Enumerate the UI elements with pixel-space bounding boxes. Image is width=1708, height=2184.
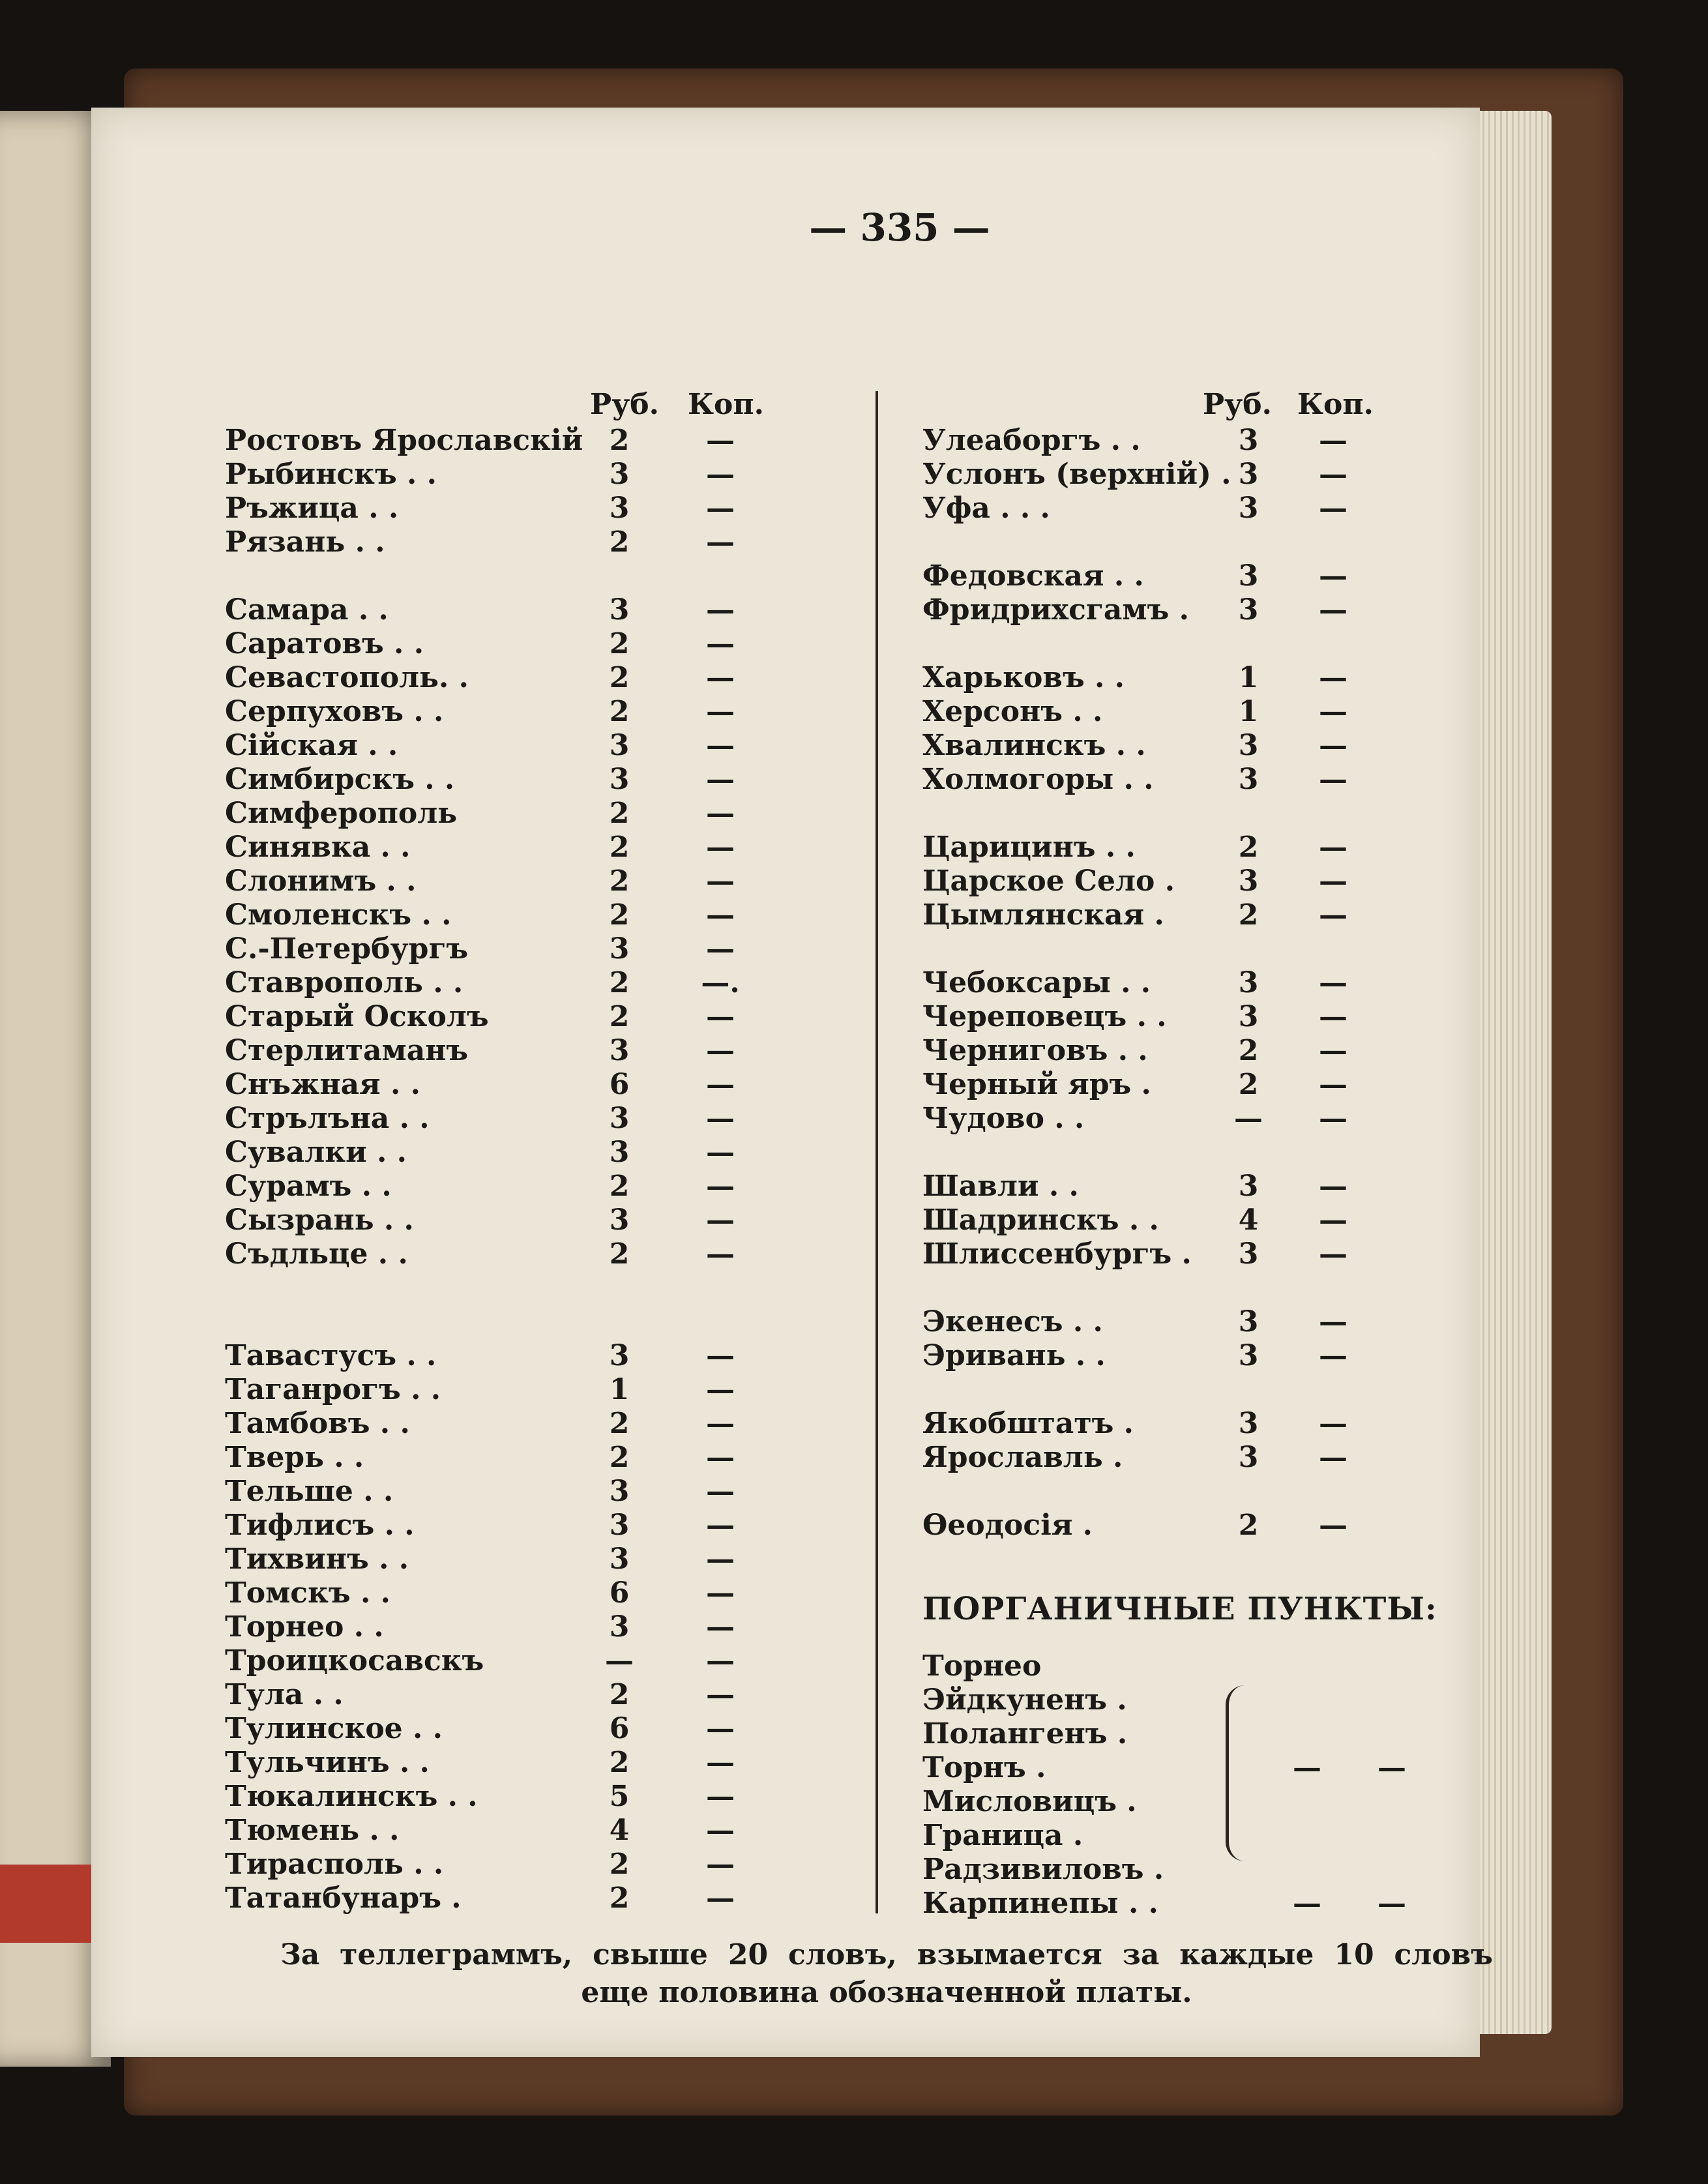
place-name: Татанбунаръ . xyxy=(225,1881,462,1915)
rub-value: 2 xyxy=(609,831,630,864)
rub-value: 2 xyxy=(609,1170,630,1203)
place-name: Граница . xyxy=(922,1819,1083,1852)
place-name: Шавли . . xyxy=(922,1170,1079,1203)
kop-value: — xyxy=(1319,1034,1347,1067)
place-name: Шлиссенбургъ . xyxy=(922,1237,1192,1271)
rub-value: 3 xyxy=(609,932,630,966)
place-name: Ръжица . . xyxy=(225,492,399,525)
place-name: Томскъ . . xyxy=(225,1576,390,1610)
place-name: Тула . . xyxy=(225,1678,344,1711)
place-name: Рязань . . xyxy=(225,525,385,559)
place-name: Царицинъ . . xyxy=(922,831,1136,864)
right-header-kop: Коп. xyxy=(1297,388,1374,421)
rub-value: 2 xyxy=(609,797,630,830)
page-number: — 335 — xyxy=(809,205,990,250)
place-name: Симбирскъ . . xyxy=(225,763,455,796)
place-name: Севастополь. . xyxy=(225,661,469,694)
place-name: Сувалки . . xyxy=(225,1136,407,1169)
rub-value: 1 xyxy=(609,1373,630,1406)
kop-value: — xyxy=(706,1780,735,1813)
footer-line-2: еще половина обозначенной платы. xyxy=(581,1976,1192,2009)
rub-value: 3 xyxy=(609,763,630,796)
kop-value: — xyxy=(706,864,735,898)
place-name: Уфа . . . xyxy=(922,492,1050,525)
grouping-brace xyxy=(1226,1685,1247,1861)
footer-note xyxy=(280,1936,1493,2012)
rub-value: 6 xyxy=(609,1576,630,1610)
rub-value: 6 xyxy=(609,1068,630,1101)
place-name: Тамбовъ . . xyxy=(225,1407,410,1440)
kop-value: — xyxy=(1319,966,1347,999)
kop-value: — xyxy=(1319,661,1347,694)
place-name: Радзивиловъ . xyxy=(922,1853,1164,1886)
kop-value: — xyxy=(706,1678,735,1711)
rub-value: 3 xyxy=(1238,1441,1259,1474)
kop-value: — xyxy=(706,695,735,728)
place-name: Харьковъ . . xyxy=(922,661,1125,694)
kop-value: — xyxy=(1319,1237,1347,1271)
kop-value: — xyxy=(706,1610,735,1644)
place-name: Рыбинскъ . . xyxy=(225,458,437,491)
footer-line-1: За теллеграммъ, свыше 20 словъ, взымается за каждые 10 словъ xyxy=(280,1938,1493,1971)
place-name: Сурамъ . . xyxy=(225,1170,392,1203)
left-header-kop: Коп. xyxy=(688,388,764,421)
rub-value: 3 xyxy=(1238,424,1259,457)
place-name: Тулинское . . xyxy=(225,1712,443,1745)
place-name: Херсонъ . . xyxy=(922,695,1103,728)
kop-value: — xyxy=(706,1373,735,1406)
rub-value: 3 xyxy=(609,1102,630,1135)
kop-value: — xyxy=(706,898,735,932)
kop-value: — xyxy=(706,1068,735,1101)
rub-value: 2 xyxy=(609,864,630,898)
kop-value: — xyxy=(706,1237,735,1271)
place-name: Ярославль . xyxy=(922,1441,1123,1474)
kop-value: —. xyxy=(701,966,740,999)
kop-value: — xyxy=(706,1136,735,1169)
place-name: Стрълъна . . xyxy=(225,1102,430,1135)
kop-value: — xyxy=(706,1170,735,1203)
place-name: Мисловицъ . xyxy=(922,1785,1137,1818)
rub-value: 1 xyxy=(1238,661,1259,694)
kop-value: — xyxy=(706,593,735,627)
place-name: Ставрополь . . xyxy=(225,966,464,999)
kop-value: — xyxy=(1319,559,1347,593)
kop-value: — xyxy=(706,627,735,660)
rub-value: 2 xyxy=(609,1678,630,1711)
place-name: Саратовъ . . xyxy=(225,627,424,660)
place-name: С.-Петербургъ xyxy=(225,932,469,966)
kop-value: — xyxy=(706,1542,735,1576)
kop-value: — xyxy=(1319,424,1347,457)
rub-value: 4 xyxy=(1238,1203,1259,1237)
place-name: Таганрогъ . . xyxy=(225,1373,441,1406)
place-name: Сызрань . . xyxy=(225,1203,414,1237)
place-name: Чебоксары . . xyxy=(922,966,1151,999)
rub-value: 3 xyxy=(609,1136,630,1169)
place-name: Фридрихсгамъ . xyxy=(922,593,1189,627)
rub-value: 3 xyxy=(1238,729,1259,762)
book-page xyxy=(91,108,1493,2057)
kop-value: — xyxy=(1319,1509,1347,1542)
rub-value: 3 xyxy=(1238,864,1259,898)
place-name: Тульчинъ . . xyxy=(225,1746,430,1779)
place-name: Услонъ (верхній) . xyxy=(922,458,1231,491)
kop-value: — xyxy=(1377,1887,1406,1920)
rub-value: 3 xyxy=(609,1203,630,1237)
place-name: Тельше . . xyxy=(225,1475,394,1508)
rub-value: 3 xyxy=(1238,763,1259,796)
place-name: Хвалинскъ . . xyxy=(922,729,1146,762)
kop-value: — xyxy=(706,1000,735,1033)
place-name: Холмогоры . . xyxy=(922,763,1154,796)
place-name: Сійская . . xyxy=(225,729,398,762)
rub-value: 2 xyxy=(609,525,630,559)
place-name: Экенесъ . . xyxy=(922,1305,1103,1338)
rub-value: 5 xyxy=(609,1780,630,1813)
rub-value: 3 xyxy=(609,593,630,627)
kop-value: — xyxy=(1319,1102,1347,1135)
rub-value: 2 xyxy=(1238,831,1259,864)
place-name: Цымлянская . xyxy=(922,898,1164,932)
kop-value: — xyxy=(1319,763,1347,796)
rub-value: 2 xyxy=(609,1237,630,1271)
rub-value: 2 xyxy=(609,1881,630,1915)
rub-value: 2 xyxy=(1238,1034,1259,1067)
kop-value: — xyxy=(1319,1203,1347,1237)
rub-value: 2 xyxy=(609,695,630,728)
kop-value: — xyxy=(706,1407,735,1440)
kop-value: — xyxy=(1319,1441,1347,1474)
kop-value: — xyxy=(706,1881,735,1915)
kop-value: — xyxy=(1319,1170,1347,1203)
place-name: Торнео . . xyxy=(225,1610,384,1644)
kop-value: — xyxy=(706,492,735,525)
rub-value: — xyxy=(1293,1887,1321,1920)
kop-value: — xyxy=(1319,593,1347,627)
rub-value: 3 xyxy=(609,1610,630,1644)
place-name: Симферополь xyxy=(225,797,458,830)
rub-value: 3 xyxy=(1238,1170,1259,1203)
place-name: Эривань . . xyxy=(922,1339,1106,1372)
rub-value: 2 xyxy=(609,627,630,660)
place-name: Тихвинъ . . xyxy=(225,1542,409,1576)
rub-value: 3 xyxy=(1238,492,1259,525)
kop-value: — xyxy=(706,1848,735,1881)
place-name: Тюмень . . xyxy=(225,1814,400,1847)
kop-value: — xyxy=(706,1475,735,1508)
rub-value: 2 xyxy=(609,424,630,457)
rub-value: 2 xyxy=(609,898,630,932)
place-name: Смоленскъ . . xyxy=(225,898,452,932)
place-name: Череповецъ . . xyxy=(922,1000,1167,1033)
place-name: Съдльце . . xyxy=(225,1237,408,1271)
rub-value: 3 xyxy=(609,1034,630,1067)
rub-value: 3 xyxy=(1238,1237,1259,1271)
rub-value: 3 xyxy=(609,1542,630,1576)
kop-value: — xyxy=(706,1712,735,1745)
kop-value: — xyxy=(706,1339,735,1372)
place-name: Самара . . xyxy=(225,593,389,627)
place-name: Улеаборгъ . . xyxy=(922,424,1141,457)
kop-value: — xyxy=(706,1576,735,1610)
place-name: Тифлисъ . . xyxy=(225,1509,415,1542)
kop-value: — xyxy=(706,1644,735,1677)
place-name: Стерлитаманъ xyxy=(225,1034,469,1067)
place-name: Тюкалинскъ . . xyxy=(225,1780,478,1813)
rub-value: 3 xyxy=(609,1339,630,1372)
place-name: Царское Село . xyxy=(922,864,1175,898)
column-divider xyxy=(876,391,878,1913)
place-name: Торнъ . xyxy=(922,1751,1046,1784)
rub-value: 3 xyxy=(1238,966,1259,999)
rub-value: 2 xyxy=(609,1407,630,1440)
rub-value: 3 xyxy=(1238,458,1259,491)
kop-value: — xyxy=(1319,1068,1347,1101)
kop-value: — xyxy=(1319,492,1347,525)
border-section-title: ПОРГАНИЧНЫЕ ПУНКТЫ: xyxy=(922,1591,1437,1627)
place-name: Ростовъ Ярославскій xyxy=(225,424,583,457)
rub-value: 2 xyxy=(1238,1068,1259,1101)
kop-value: — xyxy=(1319,458,1347,491)
place-name: Тверь . . xyxy=(225,1441,364,1474)
place-name: Чудово . . xyxy=(922,1102,1085,1135)
kop-value: — xyxy=(706,1441,735,1474)
rub-value: 3 xyxy=(1238,1339,1259,1372)
place-name: Полангенъ . xyxy=(922,1717,1128,1750)
kop-value: — xyxy=(1319,898,1347,932)
kop-value: — xyxy=(1319,1000,1347,1033)
place-name: Тирасполь . . xyxy=(225,1848,444,1881)
place-name: Синявка . . xyxy=(225,831,411,864)
kop-value: — xyxy=(1319,695,1347,728)
place-name: Черниговъ . . xyxy=(922,1034,1148,1067)
rub-value: 3 xyxy=(1238,1305,1259,1338)
kop-value: — xyxy=(706,1814,735,1847)
place-name: Черный яръ . xyxy=(922,1068,1151,1101)
rub-value: 2 xyxy=(1238,898,1259,932)
place-name: Эйдкуненъ . xyxy=(922,1683,1127,1717)
rub-value: 1 xyxy=(1238,695,1259,728)
kop-value: — xyxy=(706,1102,735,1135)
kop-value: — xyxy=(706,1509,735,1542)
place-name: Серпуховъ . . xyxy=(225,695,444,728)
place-name: Карпинепы . . xyxy=(922,1887,1158,1920)
rub-value: 4 xyxy=(609,1814,630,1847)
place-name: Троицкосавскъ xyxy=(225,1644,484,1677)
place-name: Федовская . . xyxy=(922,559,1144,593)
rub-value: 2 xyxy=(609,1000,630,1033)
rub-value: 2 xyxy=(609,966,630,999)
kop-value: — xyxy=(706,458,735,491)
rub-value: 2 xyxy=(609,661,630,694)
rub-value: 3 xyxy=(1238,1407,1259,1440)
kop-value: — xyxy=(706,831,735,864)
place-name: Якобштатъ . xyxy=(922,1407,1134,1440)
kop-value: — xyxy=(706,424,735,457)
kop-value: — xyxy=(706,797,735,830)
rub-value: 3 xyxy=(609,492,630,525)
rub-value: 3 xyxy=(1238,593,1259,627)
kop-value: — xyxy=(1319,831,1347,864)
rub-value: — xyxy=(1293,1751,1321,1784)
place-name: Тавастусъ . . xyxy=(225,1339,437,1372)
rub-value: 6 xyxy=(609,1712,630,1745)
left-header-rub: Руб. xyxy=(590,388,659,421)
rub-value: 2 xyxy=(609,1441,630,1474)
kop-value: — xyxy=(1319,864,1347,898)
rub-value: 2 xyxy=(609,1746,630,1779)
rub-value: 3 xyxy=(609,1509,630,1542)
kop-value: — xyxy=(1319,1339,1347,1372)
kop-value: — xyxy=(706,1746,735,1779)
kop-value: — xyxy=(1319,1305,1347,1338)
rub-value: 2 xyxy=(609,1848,630,1881)
rub-value: — xyxy=(1234,1102,1263,1135)
kop-value: — xyxy=(706,1034,735,1067)
place-name: Өеодосія . xyxy=(922,1509,1093,1542)
right-header-rub: Руб. xyxy=(1203,388,1272,421)
rub-value: 3 xyxy=(609,1475,630,1508)
place-name: Шадринскъ . . xyxy=(922,1203,1159,1237)
kop-value: — xyxy=(706,525,735,559)
rub-value: 3 xyxy=(1238,1000,1259,1033)
rub-value: — xyxy=(605,1644,634,1677)
kop-value: — xyxy=(1377,1751,1406,1784)
kop-value: — xyxy=(706,932,735,966)
kop-value: — xyxy=(706,661,735,694)
left-page-red-edge xyxy=(0,1865,98,1943)
rub-value: 3 xyxy=(609,458,630,491)
kop-value: — xyxy=(706,763,735,796)
kop-value: — xyxy=(1319,1407,1347,1440)
rub-value: 3 xyxy=(1238,559,1259,593)
rub-value: 3 xyxy=(609,729,630,762)
rub-value: 2 xyxy=(1238,1509,1259,1542)
kop-value: — xyxy=(706,729,735,762)
kop-value: — xyxy=(706,1203,735,1237)
place-name: Торнео xyxy=(922,1649,1042,1683)
kop-value: — xyxy=(1319,729,1347,762)
place-name: Снъжная . . xyxy=(225,1068,420,1101)
place-name: Старый Осколъ xyxy=(225,1000,489,1033)
place-name: Слонимъ . . xyxy=(225,864,417,898)
